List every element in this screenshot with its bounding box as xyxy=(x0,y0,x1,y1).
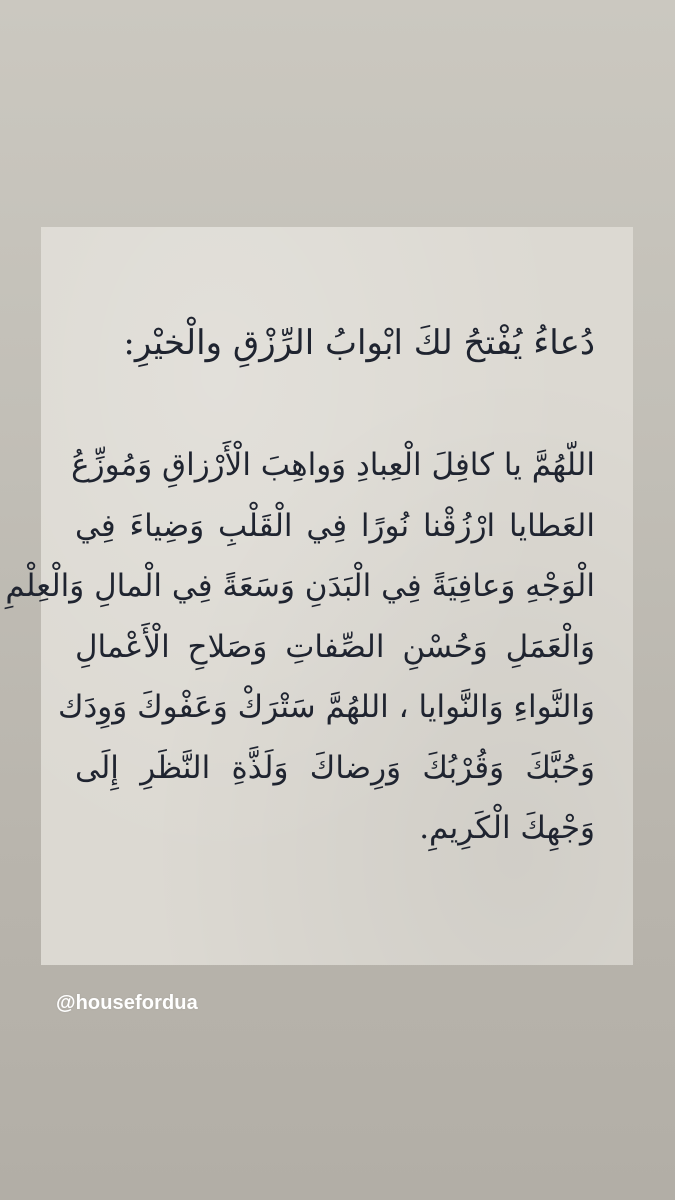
dua-line: وَالْعَمَلِ وَحُسْنِ الصِّفاتِ وَصَلاحِ الْأَعْمالِ xyxy=(75,628,595,665)
dua-line: الْوَجْهِ وَعافِيَةً فِي الْبَدَنِ وَسَعَةً فِي الْمالِ وَالْعِلْمِ xyxy=(5,568,595,604)
dua-line: وَحُبَّكَ وَقُرْبُكَ وَرِضاكَ وَلَذَّةِ النَّظَرِ إِلَى xyxy=(75,749,595,786)
dua-line: وَجْهِكَ الْكَرِيمِ. xyxy=(419,810,595,846)
dua-body xyxy=(5,435,595,859)
dua-line: وَالنَّواءِ وَالنَّوايا ، اللهُمَّ سَتْرَكْ وَعَفْوكَ وَوِدَك xyxy=(57,689,595,725)
mention-sticker-username[interactable]: @housefordua xyxy=(56,992,198,1014)
dua-line: العَطايا ارْزُقْنا نُورًا فِي الْقَلْبِ وَضِياءَ فِي xyxy=(75,507,595,544)
dua-title: دُعاءُ يُفْتحُ لكَ ابْوابُ الرِّزْقِ والْخيْرِ: xyxy=(123,323,595,363)
dua-paper-card xyxy=(5,227,633,965)
dua-line: اللّهُمَّ يا كافِلَ الْعِبادِ وَواهِبَ الْأَرْزاقِ وَمُوزِّعُ xyxy=(71,447,595,483)
